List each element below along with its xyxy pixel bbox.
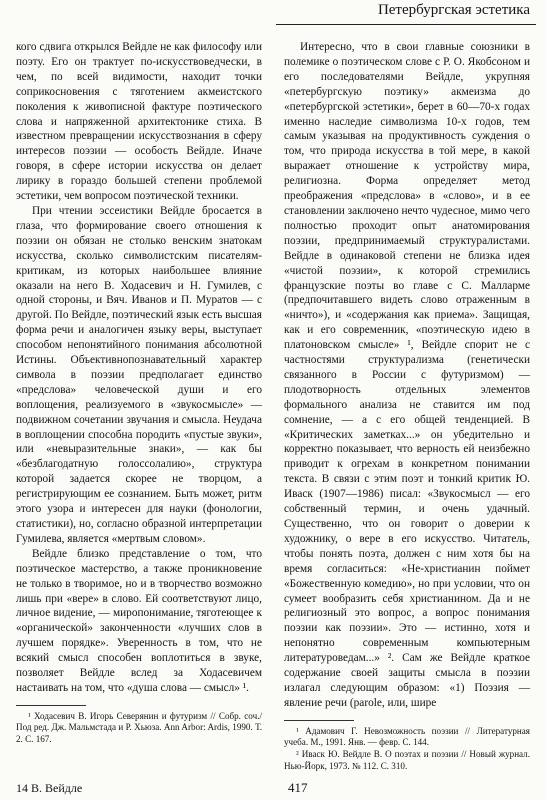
- paragraph: Интересно, что в свои главные союзники в полемике о поэтическом слове с Р. О. Якобсоном и его последователями Вейдле, укрупняя «петербургскую поэтику» акмеизма до «петербургской эстетики», берет в 60—70-х годах именно наследие символизма 10-х годов, тем самым указывая на продуктивность суждения о том, что природа искусства в той мере, в какой выражает отношение к устройству мира, религиозна. Форма определяет метод преображения «предслова» в «слово», и в ее становлении заключено нечто чудесное, мимо чего полностью проходит опыт анатомирования поэзии, предпринимаемый структуралистами. Вейдле в одинаковой степени не близка идея «чистой поэзии», к которой стремились французские поэты во главе с С. Малларме (предпочитавшего видеть слово отраженным в «ничто»), и «содержания как приема». Защищая, как и его современник, «поэтическую идею в платоновском смысле» ¹, Вейдле спорит не с частностями структурализма (генетически связанного в России с футуризмом) — плодотворность отдельных элементов формального анализа не ставится им под сомнение, — а с его общей тенденцией. В «Критических заметках...» он убедительно и корректно показывает, что верность ей неизбежно приводит к огрехам в конкретном понимании текста. В связи с этим поэт и тонкий критик Ю. Иваск (1907—1986) писал: «Звукосмысл — его собственный термин, и очень удачный. Существенно, что он говорит о доверии к художнику, о вере в его искусство. Читатель, чтобы понять поэта, должен с ним хотя бы на время согласиться: «Не-христианин поймет «Божественную комедию», но при условии, что он сумеет вообразить себя христианином. Да и не религиозный это вопрос, а вопрос понимания поэзии как поэзии». Это — истинно, хотя и непонятно современным компьютерным литературоведам...» ². Сам же Вейдле краткое содержание своей защиты смысла в поэзии излагал следующим образом: «1) Поэзия — явление речи (parole, или, шире: [284, 41, 530, 709]
- footnote: ² Иваск Ю. Вейдле В. О поэтах и поэзии // Новый журнал. Нью-Йорк, 1973. № 112. С. 310.: [284, 748, 530, 771]
- footnote-rule: [284, 720, 354, 721]
- paragraph: Вейдле близко представление о том, что поэтическое мастерство, а также проникновение не только в творимое, но и в творчество возможно лишь при «вере» в слово. Ей соответствуют лицо, личное видение, — миропонимание, тяготеющее к «органической» законченности «лучших слов в лучшем порядке». Уверенность в том, что не всякий смысл способен воплотиться в звуке, позволяет Вейдле вслед за Ходасевичем настаивать на том, что «душа слова — смысл» ¹.: [16, 547, 262, 694]
- footnote: ¹ Ходасевич В. Игорь Северянин и футуризм // Собр. соч./ Под ред. Дж. Мальмстада и Р. Хьюза. Ann Arbor: Ardis, 1990. Т. 2. С. 167.: [16, 710, 262, 745]
- page-number: 417: [288, 780, 308, 795]
- left-column: [16, 40, 262, 746]
- right-column: [284, 40, 530, 772]
- footnote: ¹ Адамович Г. Невозможность поэзии // Литературная учеба. М., 1991. Янв. — февр. С. 144.: [284, 725, 530, 748]
- running-header-title: Петербургская эстетика: [377, 2, 530, 18]
- footnote-rule: [16, 705, 86, 706]
- paragraph: кого сдвига открылся Вейдле не как философу или поэту. Его он трактует по-искусствоведчески, в чем, по всей видимости, находит точки соприкосновения с тяготением акмеистского поколения к живописной фактуре поэтического слова и напряженной архитектонике стиха. В известном превращении искусствознания в сферу интересов поэзии — особость Вейдле. Иначе говоря, в сфере истории искусства он делает лирику в гораздо большей степени проблемой эстетики, чем вопросом поэтической техники.: [16, 41, 262, 203]
- footer-source-label: 14 В. Вейдле: [16, 781, 83, 795]
- header-rule: [276, 24, 536, 25]
- paragraph: При чтении эссеистики Вейдле бросается в глаза, что формирование своего отношения к поэзии он обязан не столько венским знатокам искусства, сколько символистским писателям-критикам, из которых наибольшее влияние оказали на него В. Ходасевич и Н. Гумилев, с одной стороны, и Вяч. Иванов и П. Муратов — с другой. По Вейдле, поэтический язык есть высшая форма речи и аналогичен языку веры, выступает способом непонятийного понимания абсолютной Истины. Объективнопознавательный характер символа в поэзии предполагает единство «предслова» человеческой души и его воплощения, реализуемого в «звукосмысле» — подвижном сочетании звучания и смысла. Неудача в воплощении способна породить «пустые звуки», или «невыразительные знаки», — как бы «безблагодатную голоссолалию», структура которой задается скорее не творцом, а регистрирующим ее сознанием. Быть может, ритм этого узора и интересен для науки (фонологии, статистики), но, согласно образной интерпретации Гумилева, является «мертвым словом».: [16, 204, 262, 545]
